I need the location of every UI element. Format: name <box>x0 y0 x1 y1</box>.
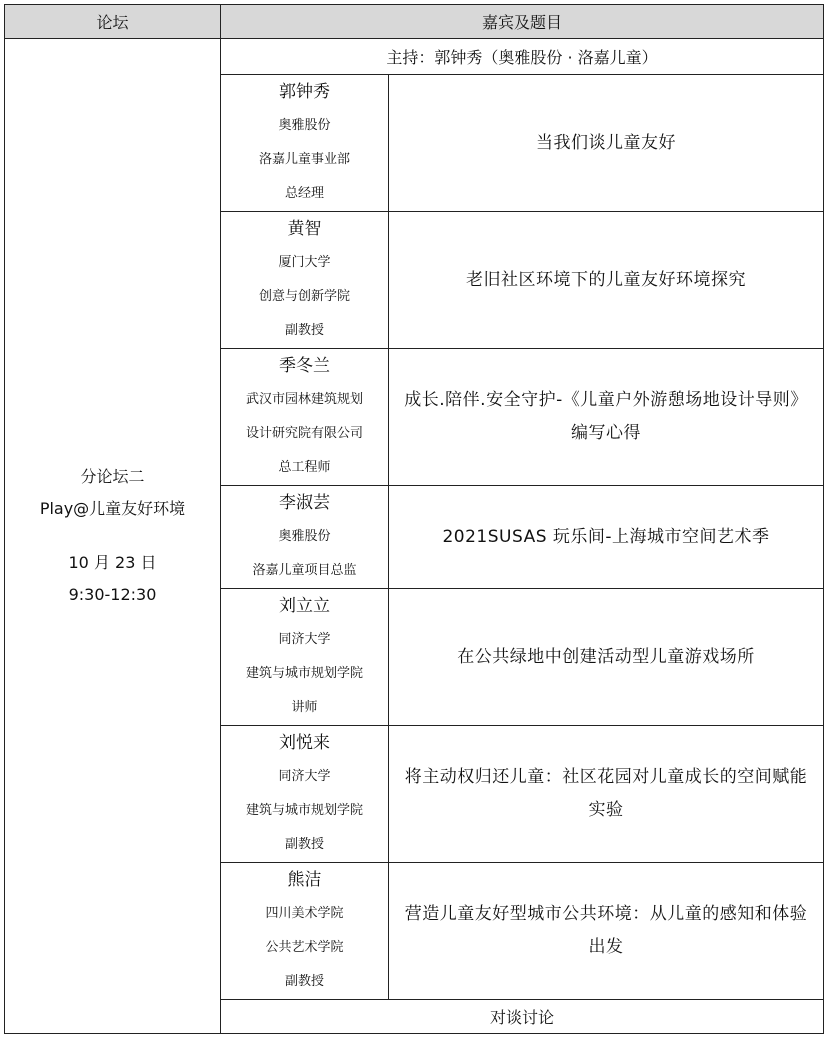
speaker-name: 刘悦来 <box>279 733 330 753</box>
speaker-affiliation: 同济大学 <box>278 769 331 784</box>
speaker-affiliation: 洛嘉儿童事业部 <box>258 152 350 167</box>
speaker-affiliation: 创意与创新学院 <box>258 289 350 304</box>
speaker-name: 季冬兰 <box>279 356 330 376</box>
talk-topic: 当我们谈儿童友好 <box>389 75 824 212</box>
talk-topic: 成长.陪伴.安全守护-《儿童户外游憩场地设计导则》编写心得 <box>389 349 824 486</box>
speaker-cell <box>221 75 389 212</box>
speaker-name: 李淑芸 <box>279 493 330 513</box>
speaker-cell <box>221 212 389 349</box>
speaker-cell <box>221 349 389 486</box>
speaker-title: 讲师 <box>291 700 318 715</box>
speaker-affiliation: 建筑与城市规划学院 <box>245 803 363 818</box>
speaker-title: 洛嘉儿童项目总监 <box>252 563 357 578</box>
header-forum: 论坛 <box>5 5 221 39</box>
speaker-title: 副教授 <box>284 837 324 852</box>
speaker-affiliation: 建筑与城市规划学院 <box>245 666 363 681</box>
forum-date: 10 月 23 日 <box>68 553 157 572</box>
table-header-row <box>5 5 824 39</box>
speaker-affiliation: 奥雅股份 <box>278 529 331 544</box>
speaker-title: 副教授 <box>284 323 324 338</box>
speaker-name: 刘立立 <box>279 596 330 616</box>
speaker-affiliation: 奥雅股份 <box>278 118 331 133</box>
header-guests: 嘉宾及题目 <box>221 5 824 39</box>
speaker-name: 黄智 <box>287 219 322 239</box>
speaker-affiliation: 公共艺术学院 <box>265 940 344 955</box>
talk-topic: 老旧社区环境下的儿童友好环境探究 <box>389 212 824 349</box>
forum-theme: Play@儿童友好环境 <box>39 499 186 518</box>
closing-discussion: 对谈讨论 <box>221 1000 824 1034</box>
forum-info-cell <box>5 39 221 1034</box>
talk-topic: 将主动权归还儿童：社区花园对儿童成长的空间赋能实验 <box>389 726 824 863</box>
speaker-affiliation: 同济大学 <box>278 632 331 647</box>
speaker-title: 总工程师 <box>278 460 331 475</box>
speaker-name: 郭钟秀 <box>279 82 330 102</box>
talk-topic: 在公共绿地中创建活动型儿童游戏场所 <box>389 589 824 726</box>
speaker-name: 熊洁 <box>287 870 322 890</box>
speaker-affiliation: 武汉市园林建筑规划 <box>245 392 363 407</box>
speaker-affiliation: 厦门大学 <box>278 255 331 270</box>
forum-name: 分论坛二 <box>80 467 145 486</box>
speaker-cell <box>221 589 389 726</box>
speaker-affiliation: 四川美术学院 <box>265 906 344 921</box>
speaker-title: 总经理 <box>284 186 324 201</box>
speaker-cell <box>221 726 389 863</box>
speaker-cell <box>221 863 389 1000</box>
forum-schedule-table <box>4 4 824 1034</box>
speaker-title: 副教授 <box>284 974 324 989</box>
forum-time: 9:30-12:30 <box>68 585 157 604</box>
speaker-affiliation: 设计研究院有限公司 <box>245 426 363 441</box>
host-row <box>5 39 824 75</box>
talk-topic: 2021SUSAS 玩乐间-上海城市空间艺术季 <box>389 486 824 589</box>
host-line: 主持：郭钟秀（奥雅股份 · 洛嘉儿童） <box>221 39 824 75</box>
talk-topic: 营造儿童友好型城市公共环境：从儿童的感知和体验出发 <box>389 863 824 1000</box>
speaker-cell <box>221 486 389 589</box>
